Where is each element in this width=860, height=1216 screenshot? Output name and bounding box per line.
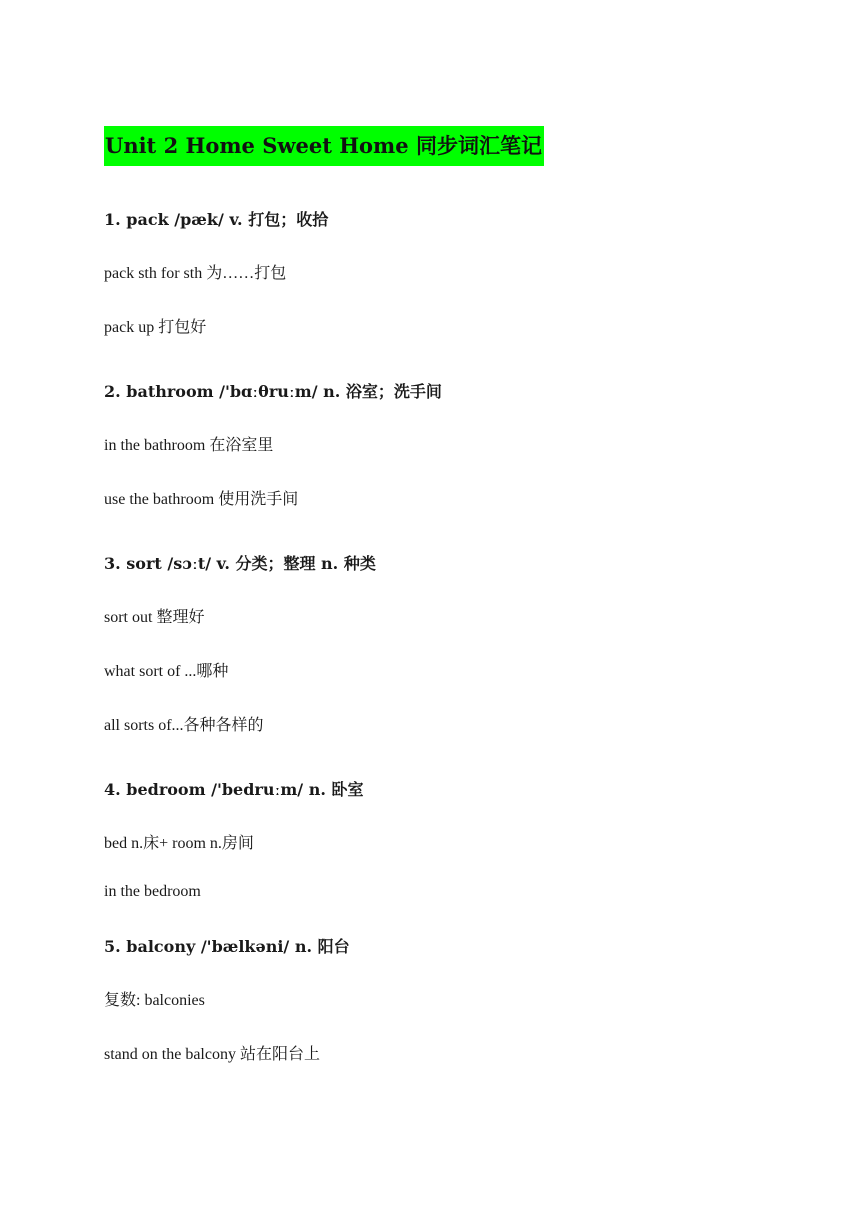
page-title: Unit 2 Home Sweet Home 同步词汇笔记 — [104, 126, 544, 166]
entry-line: use the bathroom 使用洗手间 — [104, 491, 299, 508]
entry-line: sort out 整理好 — [104, 609, 205, 626]
entry-line: bed n.床+ room n.房间 — [104, 835, 254, 852]
entry-line: what sort of ...哪种 — [104, 663, 229, 680]
entry-heading-pack: 1. pack /pæk/ v. 打包；收拾 — [104, 210, 329, 229]
entry-heading-bathroom: 2. bathroom /'bɑːθruːm/ n. 浴室；洗手间 — [104, 382, 442, 401]
entry-line: in the bathroom 在浴室里 — [104, 437, 274, 454]
entry-line: stand on the balcony 站在阳台上 — [104, 1046, 320, 1063]
entry-line: pack up 打包好 — [104, 319, 207, 336]
entry-heading-bedroom: 4. bedroom /'bedruːm/ n. 卧室 — [104, 780, 364, 799]
entry-heading-balcony: 5. balcony /'bælkəni/ n. 阳台 — [104, 937, 350, 956]
entry-line: all sorts of...各种各样的 — [104, 717, 264, 734]
entry-line: pack sth for sth 为……打包 — [104, 265, 287, 282]
entry-heading-sort: 3. sort /sɔːt/ v. 分类；整理 n. 种类 — [104, 554, 376, 573]
entry-line: in the bedroom — [104, 883, 201, 900]
entry-line: 复数: balconies — [104, 992, 205, 1009]
